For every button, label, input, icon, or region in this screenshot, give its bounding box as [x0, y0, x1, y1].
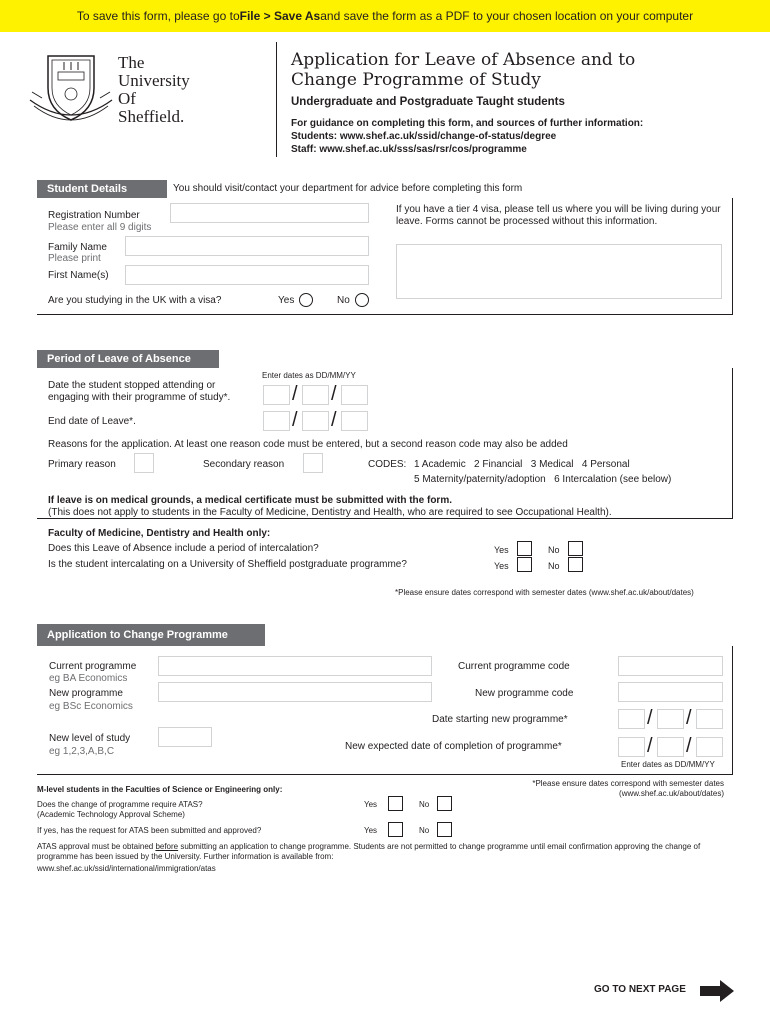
university-name-line: Of: [118, 89, 136, 108]
codes-line-2: 5 Maternity/paternity/adoption 6 Intercalation (see below): [414, 474, 672, 485]
end-date-label: End date of Leave*.: [48, 416, 136, 427]
primary-reason-label: Primary reason: [48, 459, 116, 470]
intercalation-yes-checkbox[interactable]: [517, 541, 532, 556]
registration-number-field[interactable]: [170, 203, 369, 223]
new-programme-field[interactable]: [158, 682, 432, 702]
leave-date-hint: Enter dates as DD/MM/YY: [262, 371, 356, 380]
form-title-line: Change Programme of Study: [291, 70, 541, 90]
new-level-field[interactable]: [158, 727, 212, 747]
family-name-hint: Please print: [48, 253, 101, 264]
date-separator: /: [647, 707, 653, 729]
students-link: Students: www.shef.ac.uk/ssid/change-of-status/degree: [291, 131, 557, 142]
atas-approved-question: If yes, has the request for ATAS been submitted and approved?: [37, 826, 262, 835]
postgrad-yes-checkbox[interactable]: [517, 557, 532, 572]
atas-approved-no-label: No: [419, 826, 430, 835]
form-title: [291, 50, 651, 90]
intercalation-no-checkbox[interactable]: [568, 541, 583, 556]
registration-label: Registration Number: [48, 210, 140, 221]
new-code-label: New programme code: [475, 688, 574, 699]
stopped-date-month[interactable]: [302, 385, 329, 405]
atas-question-sub: (Academic Technology Approval Scheme): [37, 810, 185, 819]
university-name: [118, 54, 190, 126]
mlevel-heading: M-level students in the Faculties of Science or Engineering only:: [37, 785, 283, 794]
current-programme-label: Current programme: [49, 661, 137, 672]
faculty-heading: Faculty of Medicine, Dentistry and Health only:: [48, 528, 271, 539]
section-tab-change-programme: Application to Change Programme: [37, 624, 265, 646]
atas-yes-checkbox[interactable]: [388, 796, 403, 811]
guidance-block: [291, 117, 643, 156]
current-code-label: Current programme code: [458, 661, 570, 672]
atas-approved-no-checkbox[interactable]: [437, 822, 452, 837]
university-name-line: University: [118, 71, 190, 90]
atas-note-post: submitting an application to change programme. Students are not permitted to change programme until email confirmation approving the change of programme has been issued by the University. Further information is available from:: [37, 842, 701, 861]
staff-link: Staff: www.shef.ac.uk/sss/sas/rsr/cos/programme: [291, 144, 527, 155]
tier4-visa-note: If you have a tier 4 visa, please tell us where you will be living during your leave. Forms cannot be processed without this information.: [396, 204, 721, 227]
university-crest-logo: [28, 48, 114, 128]
postgrad-no-checkbox[interactable]: [568, 557, 583, 572]
department-advice: You should visit/contact your department for advice before completing this form: [173, 183, 523, 194]
completion-date-label: New expected date of completion of programme*: [345, 741, 562, 752]
registration-hint: Please enter all 9 digits: [48, 222, 152, 233]
leave-semester-note: *Please ensure dates correspond with semester dates (www.shef.ac.uk/about/dates): [395, 588, 694, 597]
change-date-hint: Enter dates as DD/MM/YY: [621, 760, 715, 769]
first-name-label: First Name(s): [48, 270, 109, 281]
new-level-hint: eg 1,2,3,A,B,C: [49, 746, 115, 757]
date-separator: /: [292, 383, 298, 405]
secondary-reason-field[interactable]: [303, 453, 323, 473]
end-date-year[interactable]: [341, 411, 368, 431]
start-date-label: Date starting new programme*: [432, 714, 568, 725]
banner-menu-path: File > Save As: [239, 9, 321, 23]
atas-note-pre: ATAS approval must be obtained: [37, 842, 156, 851]
medical-subnote: (This does not apply to students in the Faculty of Medicine, Dentistry and Health, who are required to see Occupational Health).: [48, 507, 612, 518]
family-name-label: Family Name: [48, 242, 107, 253]
family-name-field[interactable]: [125, 236, 369, 256]
visa-yes-label: Yes: [278, 295, 295, 306]
postgrad-yes-label: Yes: [494, 561, 509, 571]
atas-no-label: No: [419, 800, 430, 809]
first-name-field[interactable]: [125, 265, 369, 285]
postgrad-question: Is the student intercalating on a University of Sheffield postgraduate programme?: [48, 559, 407, 570]
new-programme-hint: eg BSc Economics: [49, 701, 133, 712]
primary-reason-field[interactable]: [134, 453, 154, 473]
new-level-label: New level of study: [49, 733, 131, 744]
atas-note-emphasis: before: [155, 842, 179, 851]
postgrad-no-label: No: [548, 561, 560, 571]
start-date-day[interactable]: [618, 709, 645, 729]
stopped-date-day[interactable]: [263, 385, 290, 405]
university-name-line: The: [118, 53, 145, 72]
banner-text-post: and save the form as a PDF to your chosen location on your computer: [320, 9, 694, 23]
stopped-attending-label: Date the student stopped attending or engaging with their programme of study*.: [48, 380, 231, 403]
codes-label: CODES:: [368, 459, 407, 470]
date-separator: /: [686, 735, 692, 757]
form-title-line: Application for Leave of Absence and to: [291, 50, 636, 70]
atas-question: Does the change of programme require ATAS?: [37, 800, 203, 809]
completion-date-day[interactable]: [618, 737, 645, 757]
atas-approved-yes-label: Yes: [364, 826, 378, 835]
section-tab-student-details: Student Details: [37, 180, 167, 198]
atas-yes-label: Yes: [364, 800, 378, 809]
form-subtitle: Undergraduate and Postgraduate Taught students: [291, 96, 565, 108]
date-separator: /: [331, 383, 337, 405]
completion-date-month[interactable]: [657, 737, 684, 757]
banner-text-pre: To save this form, please go to: [76, 9, 240, 23]
save-instructions-banner: [0, 0, 770, 32]
intercalation-no-label: No: [548, 545, 560, 555]
arrow-right-icon[interactable]: [700, 980, 734, 1002]
intercalation-yes-label: Yes: [494, 545, 509, 555]
next-page-label[interactable]: GO TO NEXT PAGE: [594, 984, 686, 995]
medical-note: If leave is on medical grounds, a medical certificate must be submitted with the form.: [48, 495, 452, 506]
atas-no-checkbox[interactable]: [437, 796, 452, 811]
university-name-line: Sheffield.: [118, 107, 185, 126]
new-programme-label: New programme: [49, 688, 123, 699]
section-tab-leave: Period of Leave of Absence: [37, 350, 219, 368]
end-date-day[interactable]: [263, 411, 290, 431]
codes-line-1: 1 Academic 2 Financial 3 Medical 4 Personal: [414, 459, 630, 470]
guidance-text: For guidance on completing this form, and sources of further information:: [291, 118, 644, 129]
reasons-intro: Reasons for the application. At least one reason code must be entered, but a second reason code may also be added: [48, 439, 568, 450]
current-programme-field[interactable]: [158, 656, 432, 676]
completion-date-year[interactable]: [696, 737, 723, 757]
change-semester-note-line: (www.shef.ac.uk/about/dates): [619, 789, 724, 798]
current-programme-hint: eg BA Economics: [49, 673, 128, 684]
date-separator: /: [292, 409, 298, 431]
change-semester-note-line: *Please ensure dates correspond with semester dates: [532, 779, 724, 788]
date-separator: /: [686, 707, 692, 729]
secondary-reason-label: Secondary reason: [203, 459, 285, 470]
date-separator: /: [331, 409, 337, 431]
header-divider: [276, 42, 277, 157]
new-code-field[interactable]: [618, 682, 723, 702]
visa-no-radio[interactable]: [355, 293, 369, 307]
visa-no-label: No: [337, 295, 350, 306]
atas-approved-yes-checkbox[interactable]: [388, 822, 403, 837]
date-separator: /: [647, 735, 653, 757]
intercalation-question: Does this Leave of Absence include a period of intercalation?: [48, 543, 319, 554]
visa-yes-radio[interactable]: [299, 293, 313, 307]
atas-note: [37, 842, 717, 862]
stopped-date-year[interactable]: [341, 385, 368, 405]
atas-link[interactable]: www.shef.ac.uk/ssid/international/immigration/atas: [37, 864, 216, 873]
end-date-month[interactable]: [302, 411, 329, 431]
start-date-year[interactable]: [696, 709, 723, 729]
visa-question: Are you studying in the UK with a visa?: [48, 295, 222, 306]
start-date-month[interactable]: [657, 709, 684, 729]
change-semester-note: [500, 779, 724, 799]
current-code-field[interactable]: [618, 656, 723, 676]
tier4-address-field[interactable]: [396, 244, 722, 299]
